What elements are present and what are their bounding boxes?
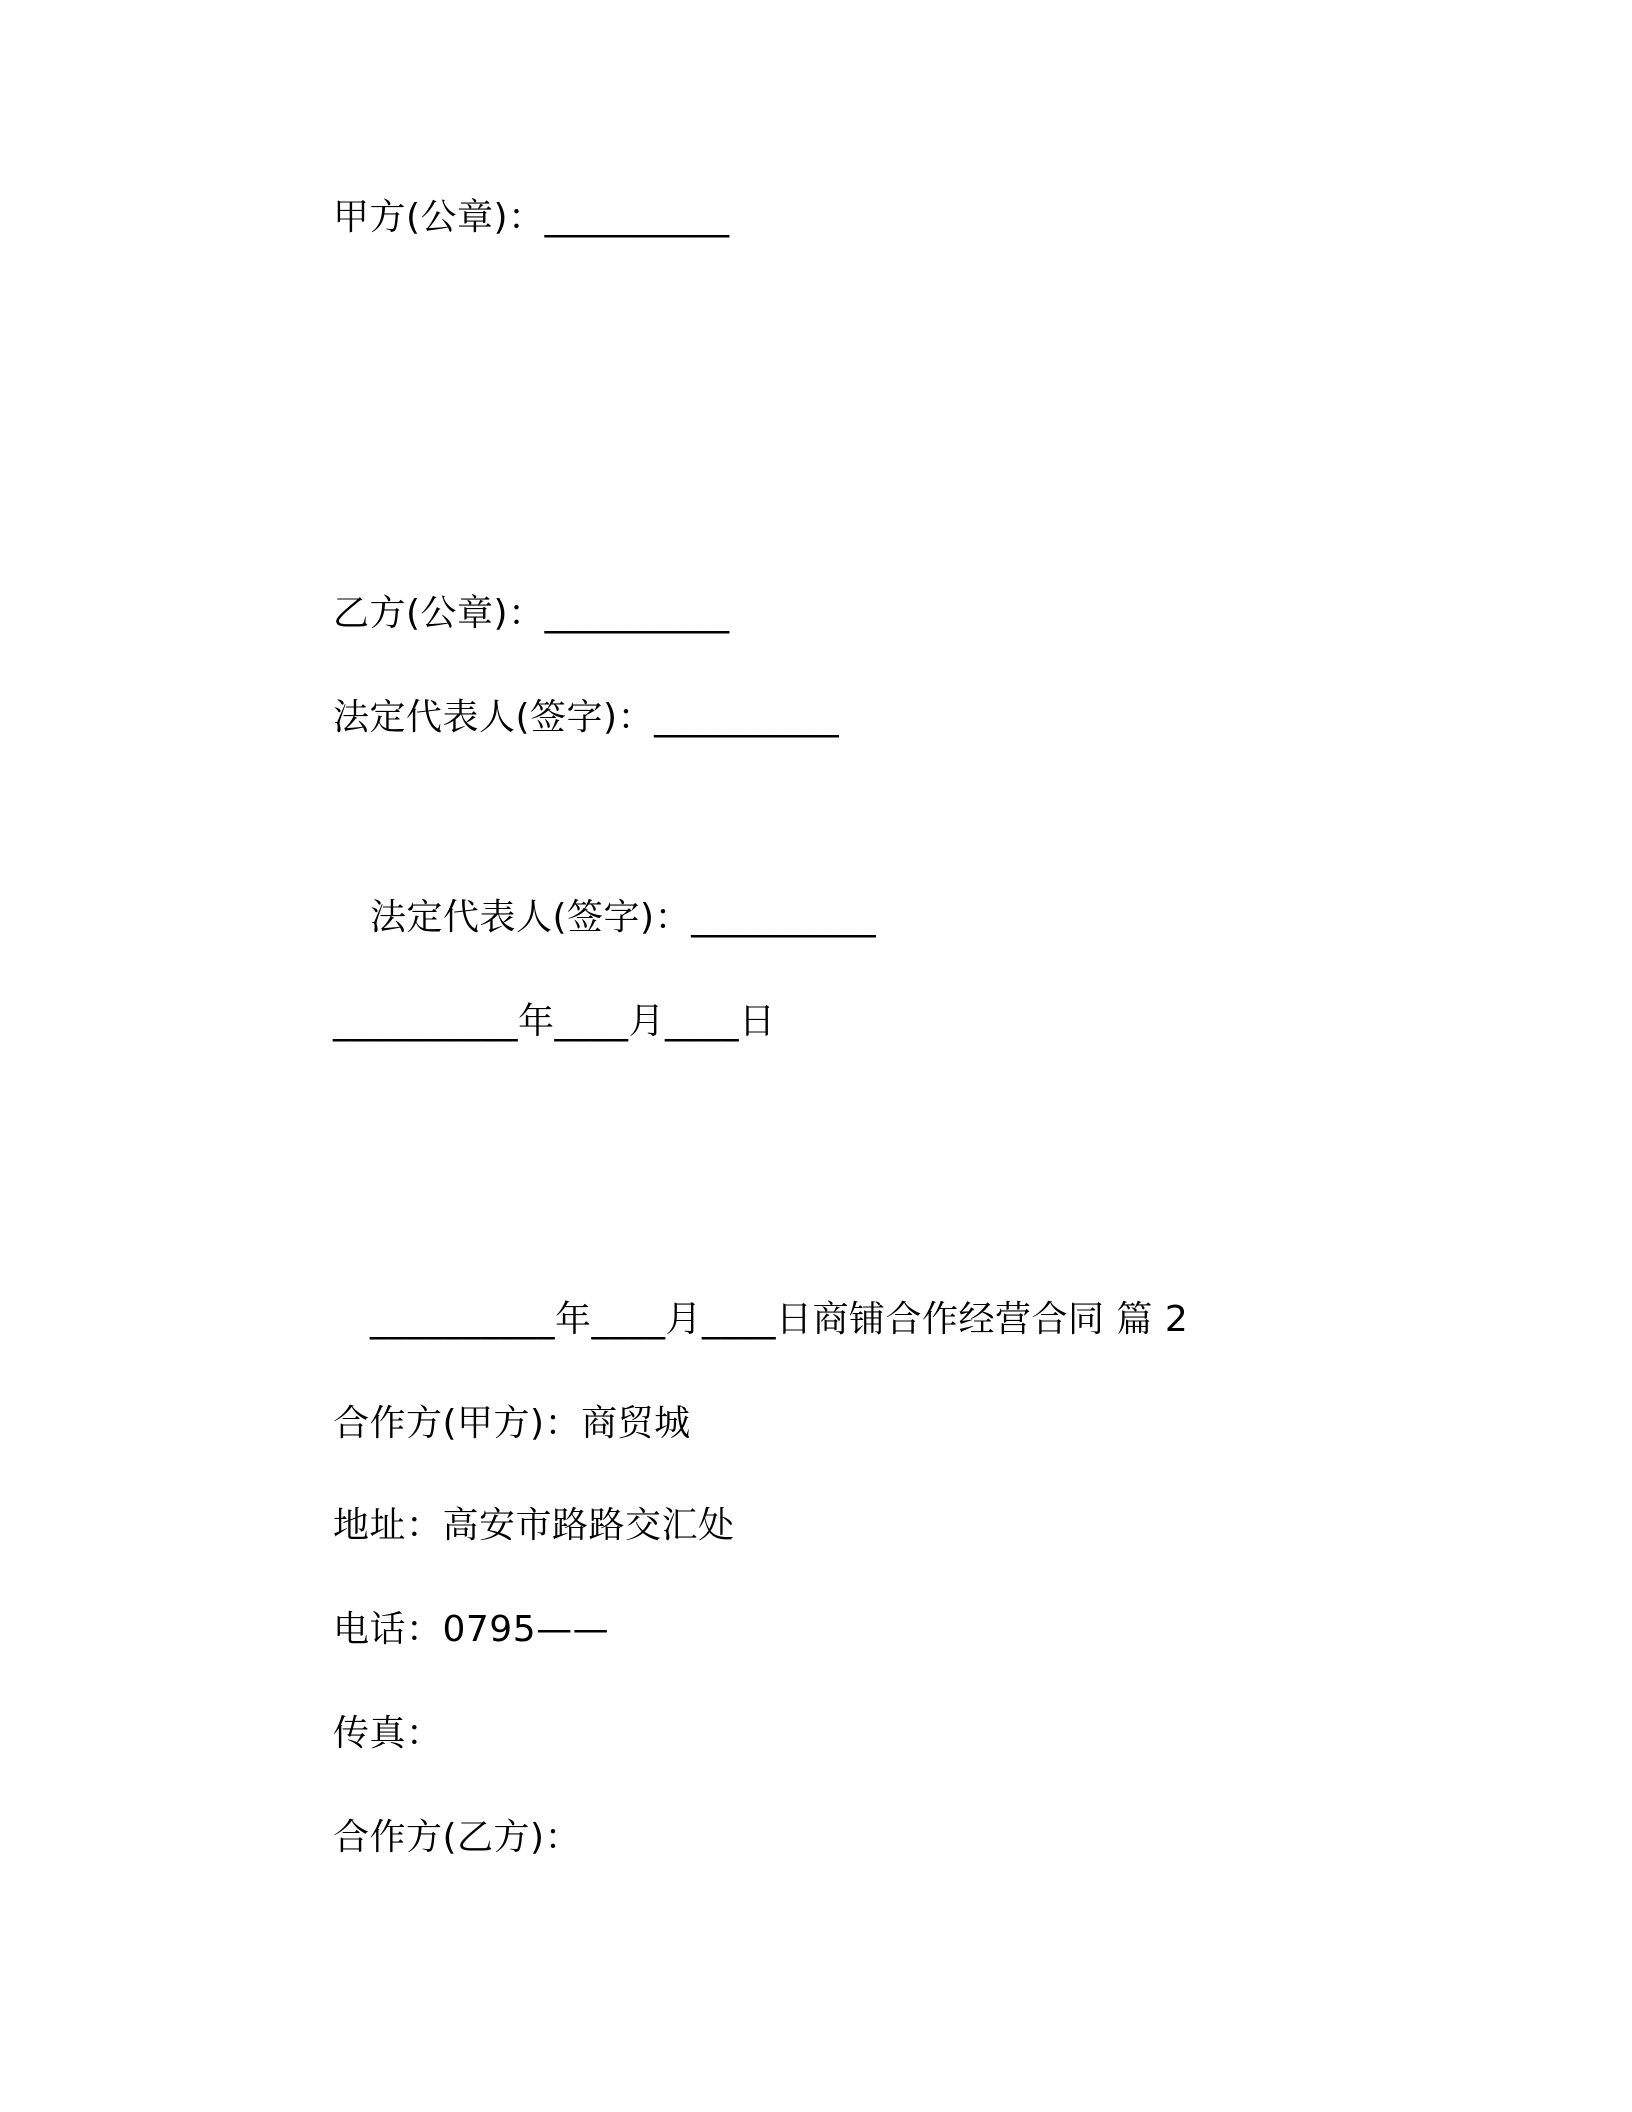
- legal-representative-signature-line: 法定代表人(签字)：__________: [333, 697, 840, 738]
- date-line: __________年____月____日: [333, 1001, 776, 1042]
- party-a-name-line: 合作方(甲方)：商贸城: [333, 1403, 691, 1444]
- party-b-seal-line: 乙方(公章)：__________: [333, 593, 730, 634]
- fax-line: 传真：: [333, 1713, 443, 1754]
- legal-representative-signature-line-2: 法定代表人(签字)：__________: [370, 897, 877, 938]
- section-heading: __________年____月____日商铺合作经营合同 篇 2: [370, 1299, 1189, 1340]
- party-b-name-line: 合作方(乙方)：: [333, 1817, 582, 1858]
- address-line: 地址：高安市路路交汇处: [333, 1505, 735, 1546]
- party-a-seal-line: 甲方(公章)：__________: [333, 197, 730, 238]
- phone-line: 电话：0795——: [333, 1609, 610, 1650]
